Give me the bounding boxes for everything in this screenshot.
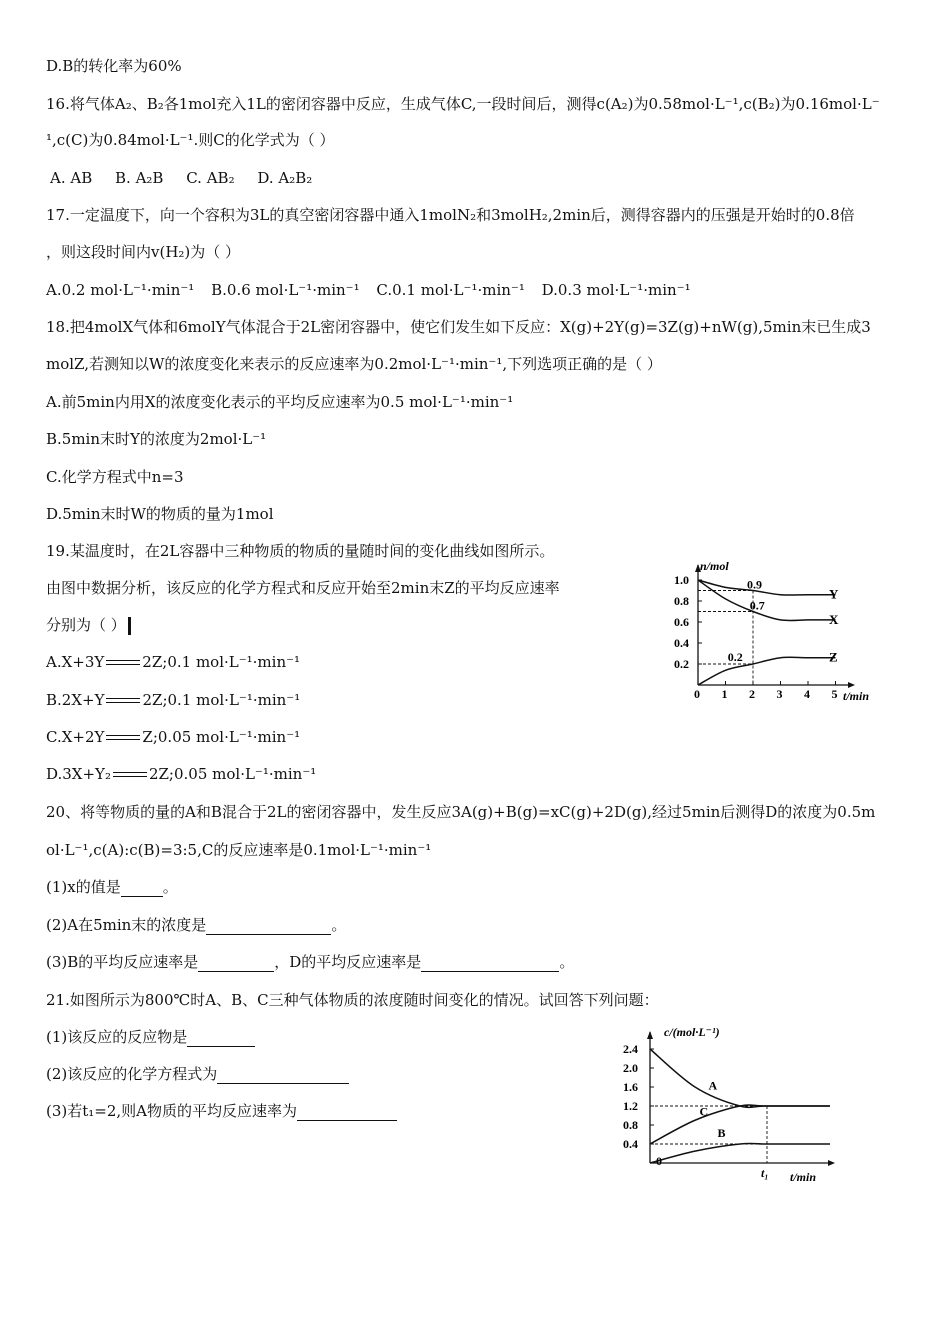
y-axis-label: c/(mol·L⁻¹) (664, 1025, 720, 1039)
q20-stem-line2: ol·L⁻¹,c(A):c(B)=3:5,C的反应速率是0.1mol·L⁻¹·min⁻¹ (46, 841, 432, 859)
q16-option-c: C. AB₂ (186, 169, 235, 187)
q21-part2-text: (2)该反应的化学方程式为 (46, 1065, 218, 1083)
y-tick-label: 0.8 (623, 1118, 638, 1132)
q16-options (50, 168, 330, 188)
y-tick-label: 1.0 (674, 573, 689, 587)
y-tick-label: 1.2 (623, 1099, 638, 1113)
q19-option-a-right: 2Z;0.1 mol·L⁻¹·min⁻¹ (142, 653, 301, 671)
series-label-y: Y (829, 586, 839, 602)
y-tick-label: 1.6 (623, 1080, 638, 1094)
q19-option-d-right: 2Z;0.05 mol·L⁻¹·min⁻¹ (148, 765, 317, 783)
q17-options (46, 280, 709, 300)
equilibrium-arrow-icon (106, 733, 140, 743)
answer-blank[interactable] (421, 955, 559, 972)
q18-stem-line2: molZ,若测知以W的浓度变化来表示的反应速率为0.2mol·L⁻¹·min⁻¹,下列选项正确的是（ ） (46, 355, 662, 373)
q17-stem-line1: 17.一定温度下，向一个容积为3L的真空密闭容器中通入1molN₂和3molH₂,2min后，测得容器内的压强是开始时的0.8倍 (46, 206, 855, 224)
q21-stem: 21.如图所示为800℃时A、B、C三种气体物质的浓度随时间变化的情况。试回答下列问题： (46, 991, 659, 1009)
q19-option-a-left: A.X+3Y (46, 653, 105, 671)
series-label-b: B (717, 1125, 726, 1140)
q20-part2-end: 。 (331, 916, 347, 934)
y-tick-label: 0.8 (674, 594, 689, 608)
x-axis-arrow-icon (828, 1160, 835, 1166)
q21-part2 (46, 1064, 349, 1084)
q20-part3 (46, 952, 574, 972)
q19-stem-line1: 19.某温度时，在2L容器中三种物质的物质的量随时间的变化曲线如图所示。 (46, 542, 555, 560)
x-tick-label: 0 (694, 687, 700, 701)
series-line-y (698, 577, 836, 595)
answer-blank[interactable] (121, 880, 163, 897)
q19-stem-line3-text: 分别为（ ） (46, 616, 126, 634)
data-annotation: 0.9 (747, 577, 762, 592)
x-tick-label: 0 (656, 1154, 662, 1168)
answer-blank[interactable] (217, 1067, 349, 1084)
q20-part2 (46, 915, 346, 935)
y-tick-label: 2.4 (623, 1042, 638, 1056)
q19-option-c-left: C.X+2Y (46, 728, 105, 746)
series-line-z (698, 657, 836, 685)
y-tick-label: 0.4 (623, 1137, 638, 1151)
q16-option-d: D. A₂B₂ (257, 169, 313, 187)
q20-part3-end: 。 (559, 953, 575, 971)
q21-part1-text: (1)该反应的反应物是 (46, 1028, 188, 1046)
data-annotation: 0.7 (749, 598, 765, 613)
y-tick-label: 0.2 (674, 657, 689, 671)
q17-option-b: B.0.6 mol·L⁻¹·min⁻¹ (211, 281, 360, 299)
equilibrium-arrow-icon (106, 696, 140, 706)
x-tick-label: 4 (804, 687, 810, 701)
series-label-c: C (699, 1104, 709, 1119)
q19-stem-line2: 由图中数据分析，该反应的化学方程式和反应开始至2min末Z的平均反应速率 (46, 579, 560, 597)
q17-stem-line2: ，则这段时间内v(H₂)为（ ） (46, 243, 241, 261)
q20-part1-text: (1)x的值是 (46, 878, 121, 896)
equilibrium-arrow-icon (106, 658, 140, 668)
q17-option-a: A.0.2 mol·L⁻¹·min⁻¹ (46, 281, 195, 299)
q15-option-d: D.B的转化率为60% (46, 57, 182, 75)
series-line-a (650, 1049, 830, 1107)
q19-option-b (46, 690, 300, 710)
q18-option-c: C.化学方程式中n=3 (46, 468, 184, 486)
answer-blank[interactable] (198, 955, 274, 972)
y-tick-label: 2.0 (623, 1061, 638, 1075)
q19-option-c-right: Z;0.05 mol·L⁻¹·min⁻¹ (142, 728, 301, 746)
series-label-x: X (829, 611, 839, 627)
x-tick-label: 3 (776, 687, 783, 701)
text-cursor (128, 617, 131, 635)
series-label-z: Z (829, 649, 838, 665)
q17-option-c: C.0.1 mol·L⁻¹·min⁻¹ (376, 281, 525, 299)
q19-option-b-right: 2Z;0.1 mol·L⁻¹·min⁻¹ (142, 691, 301, 709)
q16-option-a: A. AB (50, 169, 93, 187)
y-tick-label: 0.4 (674, 636, 689, 650)
answer-blank[interactable] (187, 1030, 255, 1047)
answer-blank[interactable] (206, 918, 331, 935)
q19-option-d (46, 764, 316, 784)
q19-option-c (46, 727, 300, 747)
q16-stem-line2: ¹,c(C)为0.84mol·L⁻¹.则C的化学式为（ ） (46, 131, 335, 149)
q16-stem-line1: 16.将气体A₂、B₂各1mol充入1L的密闭容器中反应，生成气体C,一段时间后，测得c(A₂)为0.58mol·L⁻¹,c(B₂)为0.16mol·L⁻ (46, 95, 880, 113)
q21-part1 (46, 1027, 255, 1047)
q18-option-b: B.5min末时Y的浓度为2mol·L⁻¹ (46, 430, 267, 448)
q21-part3-text: (3)若t₁=2,则A物质的平均反应速率为 (46, 1102, 298, 1120)
q19-option-b-left: B.2X+Y (46, 691, 105, 709)
q18-stem-line1: 18.把4molX气体和6molY气体混合于2L密闭容器中，使它们发生如下反应：X(g)+2Y(g)=3Z(g)+nW(g),5min末已生成3 (46, 318, 871, 336)
q16-option-b: B. A₂B (115, 169, 164, 187)
data-annotation: 0.2 (727, 650, 743, 664)
q19-stem-line3 (46, 615, 131, 635)
x-tick-label: 1 (721, 687, 728, 701)
y-tick-label: 0.6 (674, 615, 689, 629)
series-line-c (650, 1105, 830, 1144)
x-axis-label: t/min (843, 689, 870, 703)
q19-chart (670, 550, 890, 710)
x-axis-label: t/min (790, 1170, 817, 1184)
q20-stem-line1: 20、将等物质的量的A和B混合于2L的密闭容器中，发生反应3A(g)+B(g)=xC(g)+2D(g),经过5min后测得D的浓度为0.5m (46, 803, 876, 821)
q20-part3-text-b: ，D的平均反应速率是 (274, 953, 422, 971)
x-axis-arrow-icon (848, 682, 855, 688)
q21-part3 (46, 1101, 397, 1121)
y-axis-arrow-icon (647, 1031, 653, 1039)
answer-blank[interactable] (297, 1104, 397, 1121)
x-tick-label: 2 (749, 687, 755, 701)
q18-option-d: D.5min末时W的物质的量为1mol (46, 505, 274, 523)
series-label-a: A (708, 1078, 718, 1093)
equilibrium-arrow-icon (113, 770, 147, 780)
q19-option-d-left: D.3X+Y₂ (46, 765, 111, 783)
q20-part1 (46, 877, 178, 897)
q17-option-d: D.0.3 mol·L⁻¹·min⁻¹ (541, 281, 691, 299)
q20-part2-text: (2)A在5min末的浓度是 (46, 916, 207, 934)
q20-part1-end: 。 (162, 878, 178, 896)
q18-option-a: A.前5min内用X的浓度变化表示的平均反应速率为0.5 mol·L⁻¹·min⁻¹ (46, 393, 514, 411)
series-line-b (650, 1143, 830, 1163)
x-tick-label: 5 (831, 687, 838, 701)
q21-chart (615, 1020, 845, 1195)
q20-part3-text-a: (3)B的平均反应速率是 (46, 953, 199, 971)
y-axis-label: n/mol (700, 559, 729, 573)
q19-option-a (46, 652, 300, 672)
x-tick-label: t₁ (761, 1166, 769, 1180)
